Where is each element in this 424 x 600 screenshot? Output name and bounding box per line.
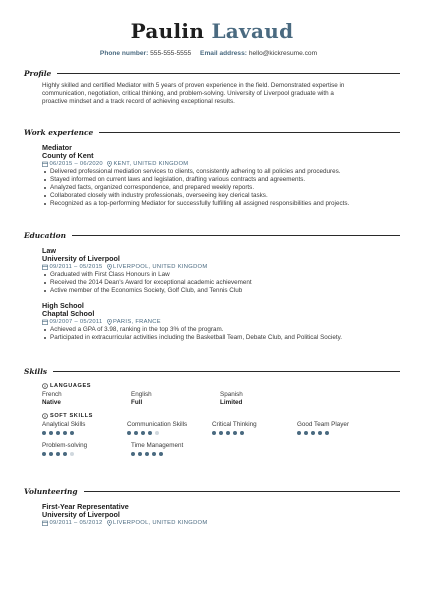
list-item: Stayed informed on current laws and legislation, drafting various contracts and agreements.	[42, 176, 382, 184]
candidate-name	[0, 18, 424, 44]
section-header	[24, 68, 400, 78]
entry-dates: 09/2011 – 05/2012	[49, 520, 103, 526]
section-title: Education	[24, 230, 66, 240]
entry-location	[107, 263, 208, 271]
volunteer-org: University of Liverpool	[42, 510, 120, 519]
rating-dot-filled	[212, 431, 216, 435]
section-title: Work experience	[24, 127, 94, 137]
skill-item	[127, 421, 212, 435]
bullet-list	[42, 326, 382, 342]
skill-item	[42, 421, 127, 435]
first-name: Paulin	[130, 19, 205, 43]
entry-location	[107, 519, 208, 527]
degree-title: Law	[42, 246, 56, 255]
section-divider	[84, 491, 400, 492]
location-pin-icon	[107, 161, 112, 167]
rating-dot-filled	[226, 431, 230, 435]
list-item: Graduated with First Class Honours in Law	[42, 271, 382, 279]
entry-dates: 06/2015 – 06/2020	[49, 161, 103, 167]
location-text: LIVERPOOL, UNITED KINGDOM	[113, 264, 208, 270]
calendar-icon	[42, 520, 48, 526]
section-divider	[53, 371, 400, 372]
skill-name: Good Team Player	[297, 421, 350, 428]
skill-name: Communication Skills	[127, 421, 188, 428]
list-item: Received the 2014 Dean's Award for exceptional academic achievement	[42, 279, 382, 287]
rating-dot-filled	[42, 431, 46, 435]
section-title: Skills	[24, 366, 48, 376]
section-header	[24, 366, 400, 376]
profile-line: Highly skilled and certified Mediator with 5 years of proven experience in the field. Demonstrated expertise in	[42, 82, 345, 89]
entry-location	[107, 160, 188, 168]
volunteering-entry	[42, 503, 382, 527]
location-text: LIVERPOOL, UNITED KINGDOM	[113, 520, 208, 526]
languages-title: LANGUAGES	[50, 383, 92, 389]
section-header	[24, 230, 400, 240]
languages-heading	[42, 382, 382, 390]
location-pin-icon	[107, 520, 112, 526]
education-entry	[42, 302, 382, 342]
section-divider	[57, 73, 400, 74]
skill-item	[212, 421, 297, 435]
rating-dot-filled	[318, 431, 322, 435]
entry-dates: 09/2011 – 05/2015	[49, 264, 103, 270]
section-header	[24, 486, 400, 496]
language-item	[220, 391, 309, 407]
language-item	[42, 391, 131, 407]
rating-dot-filled	[63, 452, 67, 456]
skill-rating	[42, 431, 127, 435]
email-value: hello@kickresume.com	[248, 50, 318, 57]
skill-rating	[127, 431, 212, 435]
skills-section	[24, 366, 400, 456]
profile-line: communication, negotiation, critical thinking, and problem-solving. University of Liverpool graduate with a	[42, 90, 334, 97]
bullet-list	[42, 168, 382, 208]
rating-dot-empty	[155, 431, 159, 435]
rating-dot-filled	[141, 431, 145, 435]
email-label: Email address:	[200, 50, 247, 57]
rating-dot-filled	[134, 431, 138, 435]
contact-line	[0, 49, 424, 59]
rating-dot-empty	[70, 452, 74, 456]
profile-summary	[42, 82, 382, 106]
location-pin-icon	[107, 319, 112, 325]
skill-item	[297, 421, 382, 435]
entry-dates: 09/2007 – 05/2011	[49, 319, 103, 325]
soft-skills-row	[42, 442, 382, 456]
entry-meta	[42, 263, 382, 271]
section-divider	[99, 132, 400, 133]
skill-item	[131, 442, 220, 456]
section-title: Profile	[24, 68, 52, 78]
language-level: Native	[42, 399, 61, 406]
rating-dot-filled	[70, 431, 74, 435]
list-item: Active member of the Economics Society, Golf Club, and Tennis Club	[42, 287, 382, 295]
rating-dot-filled	[233, 431, 237, 435]
language-name: Spanish	[220, 391, 243, 398]
rating-dot-filled	[56, 431, 60, 435]
skill-name: Time Management	[131, 442, 184, 449]
list-item: Delivered professional mediation services to clients, consistently adhering to all policies and procedures.	[42, 168, 382, 176]
language-name: English	[131, 391, 152, 398]
list-item: Analyzed facts, organized correspondence, and prepared weekly reports.	[42, 184, 382, 192]
list-item: Collaborated closely with industry professionals, overseeing key clerical tasks.	[42, 192, 382, 200]
employer: County of Kent	[42, 151, 94, 160]
degree-title: High School	[42, 301, 84, 310]
education-entry	[42, 247, 382, 295]
phone-value: 555-555-5555	[150, 50, 192, 57]
school: University of Liverpool	[42, 254, 120, 263]
phone-label: Phone number:	[99, 50, 149, 57]
rating-dot-filled	[131, 452, 135, 456]
list-item: Recognized as a top-performing Mediator for successfully fulfilling all assigned responsibilities and projects.	[42, 200, 382, 208]
entry-meta	[42, 160, 382, 168]
volunteer-role: First-Year Representative	[42, 502, 129, 511]
rating-dot-filled	[304, 431, 308, 435]
skill-rating	[212, 431, 297, 435]
info-circle-icon	[42, 383, 48, 389]
rating-dot-filled	[152, 452, 156, 456]
rating-dot-filled	[240, 431, 244, 435]
skill-name: Critical Thinking	[212, 421, 257, 428]
skill-rating	[42, 452, 131, 456]
profile-line: proactive mindset and a track record of achieving exceptional results.	[42, 98, 235, 105]
work-entry	[42, 144, 382, 208]
rating-dot-filled	[138, 452, 142, 456]
job-title: Mediator	[42, 143, 72, 152]
location-pin-icon	[107, 264, 112, 270]
work-section	[24, 127, 400, 208]
rating-dot-filled	[145, 452, 149, 456]
education-section	[24, 230, 400, 342]
rating-dot-filled	[297, 431, 301, 435]
soft-skills-title: SOFT SKILLS	[50, 413, 93, 419]
rating-dot-filled	[56, 452, 60, 456]
list-item: Achieved a GPA of 3.98, ranking in the top 3% of the program.	[42, 326, 382, 334]
info-circle-icon	[42, 413, 48, 419]
rating-dot-filled	[325, 431, 329, 435]
entry-meta	[42, 318, 382, 326]
skill-rating	[131, 452, 220, 456]
location-text: PARIS, FRANCE	[113, 319, 161, 325]
skills-body	[42, 382, 382, 456]
rating-dot-filled	[49, 452, 53, 456]
bullet-list	[42, 271, 382, 295]
volunteering-section	[24, 486, 400, 527]
section-divider	[72, 235, 400, 236]
location-text: KENT, UNITED KINGDOM	[113, 161, 189, 167]
language-level: Limited	[220, 399, 243, 406]
skill-name: Analytical Skills	[42, 421, 86, 428]
rating-dot-filled	[311, 431, 315, 435]
rating-dot-filled	[42, 452, 46, 456]
profile-section	[24, 68, 400, 106]
section-header	[24, 127, 400, 137]
language-name: French	[42, 391, 62, 398]
rating-dot-filled	[49, 431, 53, 435]
section-title: Volunteering	[24, 486, 78, 496]
rating-dot-filled	[159, 452, 163, 456]
languages-grid	[42, 391, 382, 407]
skill-rating	[297, 431, 382, 435]
school: Chaptal School	[42, 309, 95, 318]
calendar-icon	[42, 264, 48, 270]
entry-location	[107, 318, 161, 326]
list-item: Participated in extracurricular activities including the Basketball Team, Debate Club, and Political Society.	[42, 334, 382, 342]
rating-dot-filled	[219, 431, 223, 435]
soft-skills-heading	[42, 412, 382, 420]
calendar-icon	[42, 161, 48, 167]
rating-dot-filled	[127, 431, 131, 435]
language-level: Full	[131, 399, 143, 406]
rating-dot-filled	[63, 431, 67, 435]
calendar-icon	[42, 319, 48, 325]
soft-skills-row	[42, 421, 382, 435]
rating-dot-filled	[148, 431, 152, 435]
last-name: Lavaud	[211, 19, 294, 43]
skill-item	[42, 442, 131, 456]
language-item	[131, 391, 220, 407]
skill-name: Problem-solving	[42, 442, 88, 449]
entry-meta	[42, 519, 382, 527]
